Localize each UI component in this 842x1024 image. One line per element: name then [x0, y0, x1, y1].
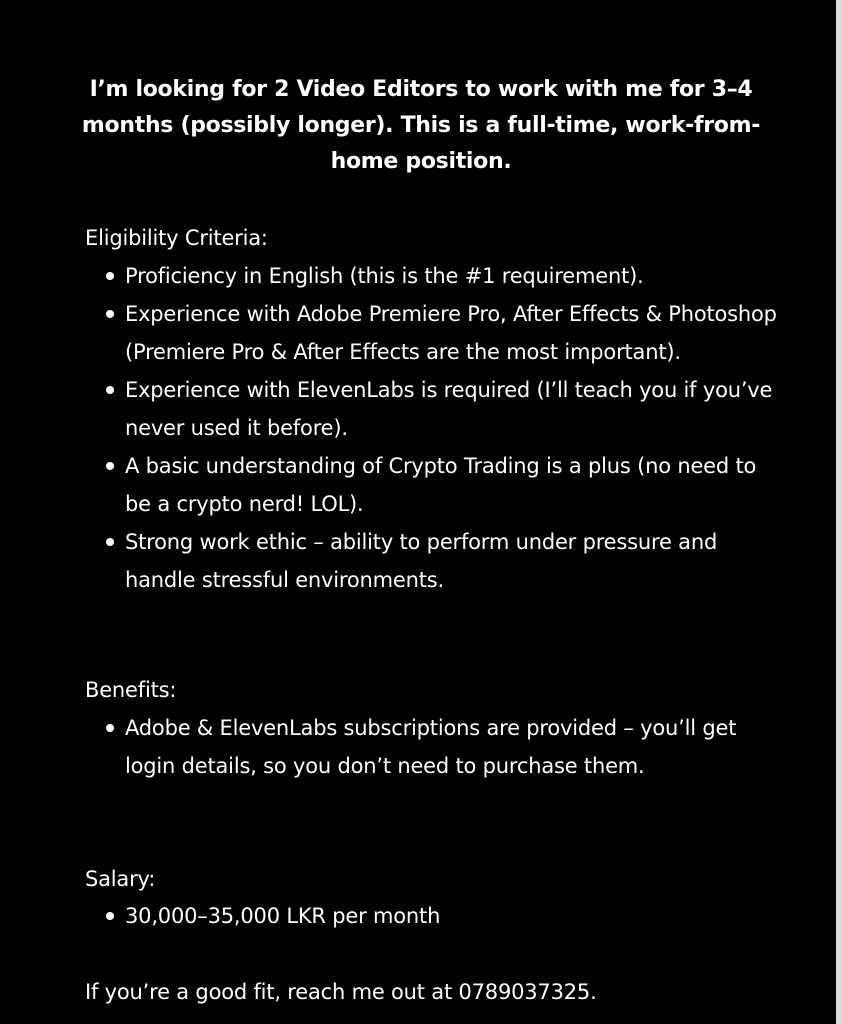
list-item-text: Experience with ElevenLabs is required (I’ll teach you if you’ve never used it before). — [125, 378, 773, 440]
bullet-icon — [106, 310, 114, 318]
headline: I’m looking for 2 Video Editors to work with me for 3–4 months (possibly longer). This is a full-time, work-from-home position. — [81, 77, 761, 174]
bullet-icon — [106, 724, 114, 732]
contact-line: If you’re a good fit, reach me out at 0789037325. — [85, 980, 597, 1004]
list-item-text: 30,000–35,000 LKR per month — [125, 904, 441, 928]
list-item-text: Experience with Adobe Premiere Pro, After Effects & Photoshop (Premiere Pro & After Effects are the most important). — [125, 302, 777, 364]
list-item — [85, 257, 785, 295]
bullet-icon — [106, 386, 114, 394]
bullet-icon — [106, 272, 114, 280]
list-item — [85, 709, 785, 785]
benefits-label: Benefits: — [85, 678, 177, 702]
salary-list — [85, 897, 785, 935]
list-item — [85, 523, 785, 599]
bullet-icon — [106, 912, 114, 920]
list-item — [85, 295, 785, 371]
list-item-text: Strong work ethic – ability to perform under pressure and handle stressful environments. — [125, 530, 718, 592]
list-item-text: Proficiency in English (this is the #1 requirement). — [125, 264, 644, 288]
list-item-text: A basic understanding of Crypto Trading is a plus (no need to be a crypto nerd! LOL). — [125, 454, 757, 516]
bullet-icon — [106, 462, 114, 470]
list-item — [85, 897, 785, 935]
eligibility-list — [85, 257, 785, 599]
bullet-icon — [106, 538, 114, 546]
list-item — [85, 447, 785, 523]
benefits-list — [85, 709, 785, 785]
list-item-text: Adobe & ElevenLabs subscriptions are provided – you’ll get login details, so you don’t need to purchase them. — [125, 716, 737, 778]
right-edge-divider — [836, 0, 842, 1024]
eligibility-label: Eligibility Criteria: — [85, 226, 268, 250]
salary-label: Salary: — [85, 867, 156, 891]
list-item — [85, 371, 785, 447]
